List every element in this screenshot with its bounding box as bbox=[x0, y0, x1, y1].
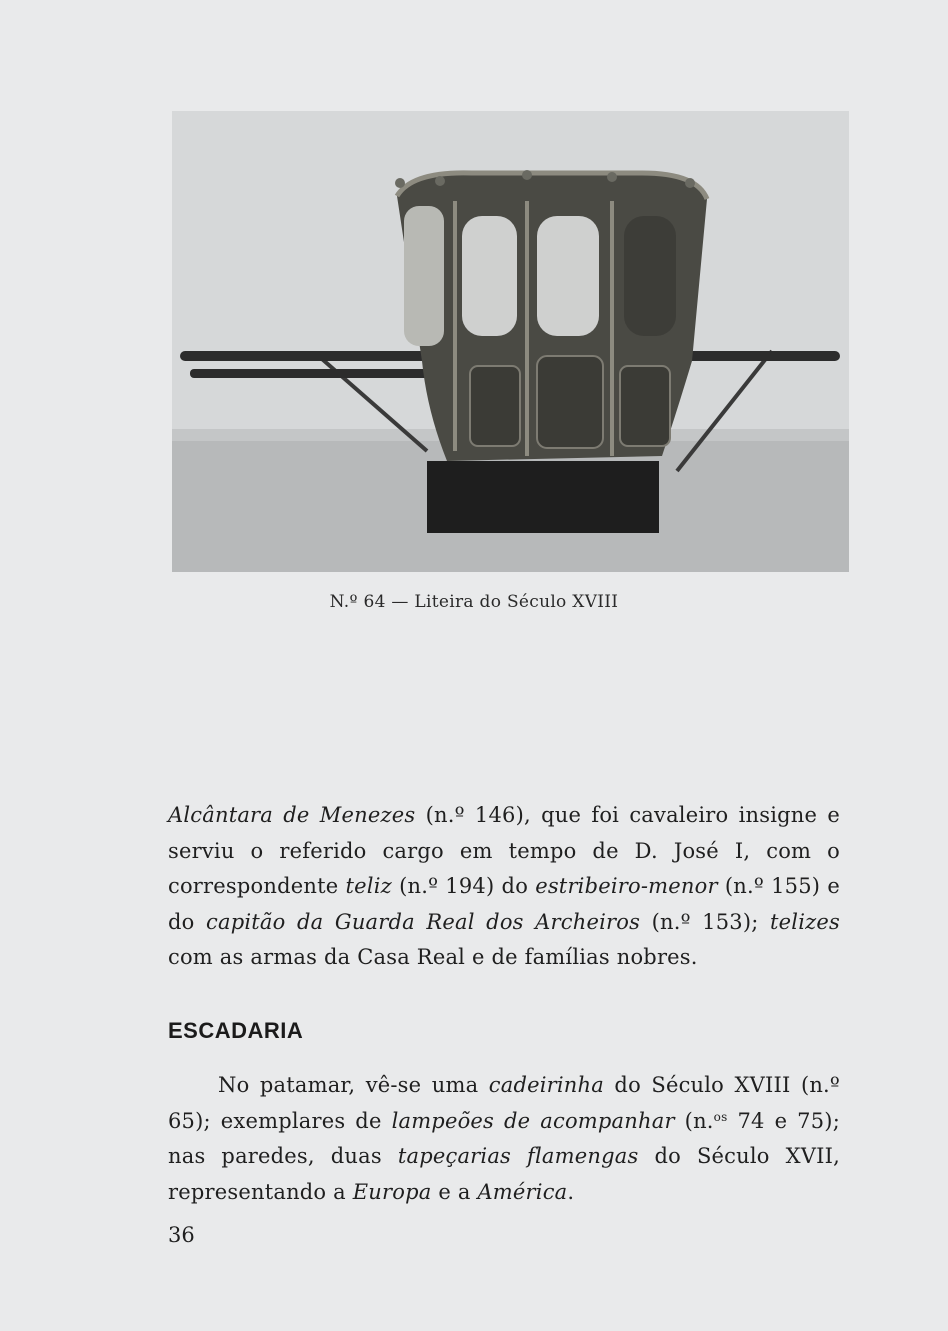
term-estribeiro: estribeiro-menor bbox=[535, 874, 718, 898]
term-capitao: capitão da Guarda Real dos Archeiros bbox=[206, 909, 641, 934]
text-span: (n.º 146), que foi cavaleiro insigne e serviu o referido cargo em tempo de D. José I, com o correspondente bbox=[168, 803, 840, 898]
figure-caption: N.º 64 — Liteira do Século XVIII bbox=[329, 592, 619, 612]
text-span: do Século XVIII (n.º 65); exemplares de bbox=[168, 1073, 841, 1133]
sedan-chair-illustration bbox=[172, 111, 849, 572]
sedan-chair-photo bbox=[172, 111, 849, 572]
superscript: os bbox=[713, 1109, 728, 1124]
text-span: (n.º 153); bbox=[640, 909, 771, 934]
term-cadeirinha: cadeirinha bbox=[488, 1073, 604, 1097]
text-span: do Século XVII, representando a bbox=[168, 1144, 841, 1204]
name-alcantara: Alcântara de Menezes bbox=[168, 803, 416, 827]
term-teliz: teliz bbox=[345, 874, 392, 898]
text-span: 74 e 75); nas paredes, duas bbox=[168, 1108, 840, 1168]
text-span: (n.º 194) do bbox=[391, 874, 536, 898]
term-telizes: telizes bbox=[770, 909, 840, 934]
term-lampeoes: lampeões de acompanhar bbox=[391, 1108, 675, 1133]
term-tapecarias: tapeçarias flamengas bbox=[397, 1144, 639, 1168]
text-span: e a bbox=[431, 1179, 478, 1204]
page-number: 36 bbox=[168, 1223, 195, 1247]
term-america: América bbox=[477, 1179, 568, 1204]
text-span: com as armas da Casa Real e de famílias nobres. bbox=[168, 945, 698, 969]
text-span: . bbox=[567, 1179, 575, 1204]
text-span: No patamar, vê-se uma bbox=[218, 1073, 489, 1097]
text-span: (n.º 155) e do bbox=[168, 874, 840, 934]
text-span: (n. bbox=[674, 1108, 714, 1133]
body-paragraph bbox=[168, 1068, 840, 1210]
section-heading: ESCADARIA bbox=[168, 1018, 304, 1043]
term-europa: Europa bbox=[352, 1179, 432, 1204]
body-paragraph bbox=[168, 798, 840, 976]
